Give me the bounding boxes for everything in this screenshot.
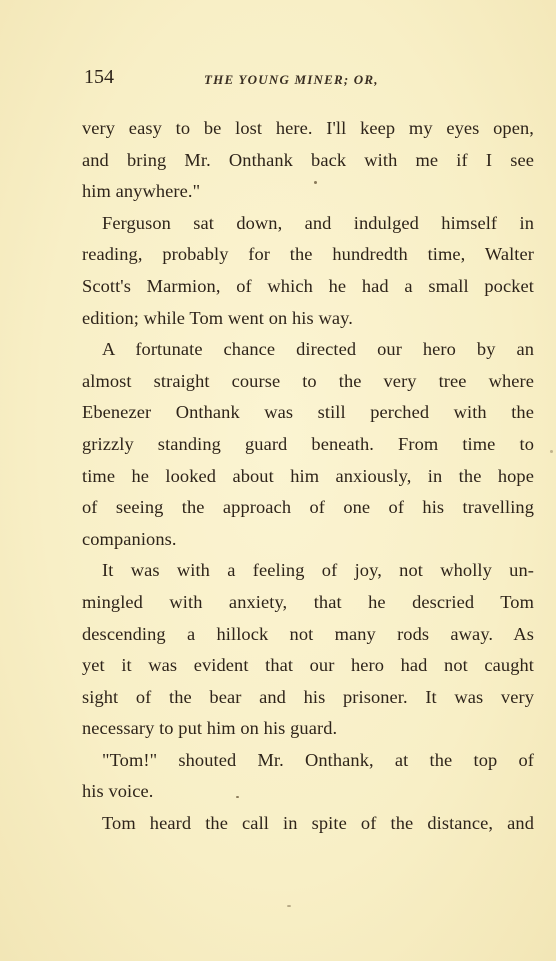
paper-speck <box>236 796 239 798</box>
text-line: It was with a feeling of joy, not wholly un- <box>102 560 534 581</box>
page-header <box>84 64 530 94</box>
text-line: edition; while Tom went on his way. <box>82 307 353 328</box>
text-line: sight of the bear and his prisoner. It was very <box>82 686 534 707</box>
paper-speck <box>314 181 317 184</box>
text-line: time he looked about him anxiously, in the hope <box>82 465 534 486</box>
text-line: him anywhere." <box>82 181 201 202</box>
text-line: Tom heard the call in spite of the distance, and <box>102 813 534 834</box>
text-line: A fortunate chance directed our hero by an <box>102 339 534 360</box>
text-line: reading, probably for the hundredth time, Walter <box>82 244 534 265</box>
text-line: yet it was evident that our hero had not caught <box>82 655 534 676</box>
paper-speck <box>287 905 291 907</box>
text-line: grizzly standing guard beneath. From time to <box>82 433 534 454</box>
text-line: Scott's Marmion, of which he had a small pocket <box>82 275 534 296</box>
text-line: companions. <box>82 528 177 549</box>
body-text <box>82 113 534 840</box>
paper-speck <box>550 450 553 453</box>
text-line: descending a hillock not many rods away. As <box>82 623 534 644</box>
page-number: 154 <box>84 66 114 88</box>
text-line: Ebenezer Onthank was still perched with the <box>82 402 534 423</box>
text-line: mingled with anxiety, that he descried Tom <box>82 591 534 612</box>
text-line: his voice. <box>82 781 154 802</box>
text-line: necessary to put him on his guard. <box>82 718 338 739</box>
text-line: almost straight course to the very tree where <box>82 370 534 391</box>
text-line: of seeing the approach of one of his travelling <box>82 497 534 518</box>
text-line: very easy to be lost here. I'll keep my eyes open, <box>82 118 534 138</box>
text-line: Ferguson sat down, and indulged himself in <box>102 212 534 233</box>
text-line: and bring Mr. Onthank back with me if I see <box>82 149 534 170</box>
running-head: THE YOUNG MINER; OR, <box>204 72 379 87</box>
text-line: "Tom!" shouted Mr. Onthank, at the top of <box>102 749 534 770</box>
